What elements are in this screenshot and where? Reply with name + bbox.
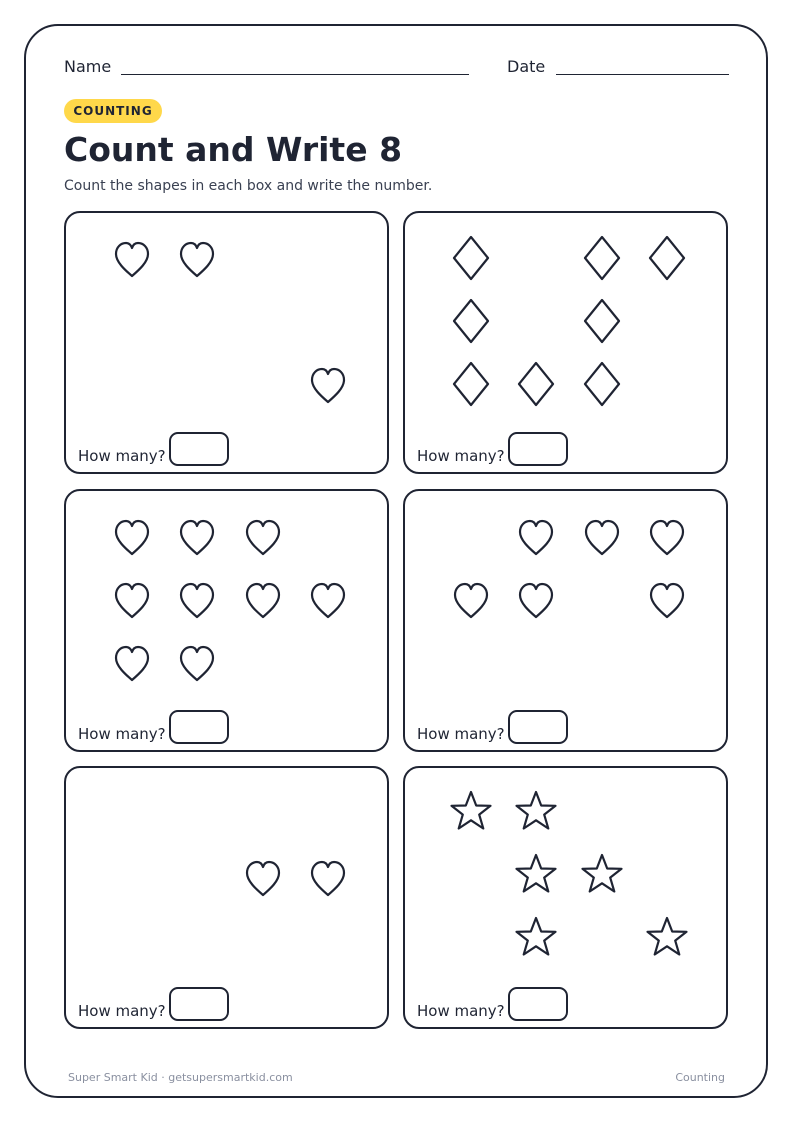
diamond-icon <box>454 363 488 405</box>
answer-box-3[interactable] <box>169 710 229 744</box>
diamond-icon <box>454 237 488 279</box>
star-icon <box>583 855 622 892</box>
diamond-icon <box>585 237 619 279</box>
how-many-label: How many? <box>417 1002 505 1020</box>
star-icon <box>517 855 556 892</box>
diamond-icon <box>650 237 684 279</box>
heart-icon <box>312 584 344 617</box>
star-icon <box>517 918 556 955</box>
heart-icon <box>651 584 683 617</box>
heart-icon <box>116 647 148 680</box>
heart-icon <box>247 862 279 895</box>
how-many-label: How many? <box>78 725 166 743</box>
category-badge: COUNTING <box>64 99 162 123</box>
heart-icon <box>181 243 213 276</box>
how-many-label: How many? <box>78 1002 166 1020</box>
answer-box-2[interactable] <box>508 432 568 466</box>
heart-icon <box>181 647 213 680</box>
heart-icon <box>312 369 344 402</box>
footer-category: Counting <box>675 1071 725 1084</box>
how-many-label: How many? <box>417 725 505 743</box>
how-many-label: How many? <box>417 447 505 465</box>
heart-icon <box>455 584 487 617</box>
diamond-icon <box>585 300 619 342</box>
answer-box-4[interactable] <box>508 710 568 744</box>
answer-box-5[interactable] <box>169 987 229 1021</box>
instructions: Count the shapes in each box and write the number. <box>64 178 433 194</box>
heart-icon <box>651 521 683 554</box>
heart-icon <box>116 243 148 276</box>
heart-icon <box>312 862 344 895</box>
diamond-icon <box>454 300 488 342</box>
count-box-2 <box>403 211 728 474</box>
heart-icon <box>520 584 552 617</box>
answer-box-6[interactable] <box>508 987 568 1021</box>
star-icon <box>648 918 687 955</box>
date-label: Date <box>507 57 546 76</box>
diamond-icon <box>585 363 619 405</box>
date-line[interactable] <box>556 74 729 75</box>
count-box-3 <box>64 489 389 752</box>
count-box-1 <box>64 211 389 474</box>
heart-icon <box>181 521 213 554</box>
star-icon <box>517 792 556 829</box>
how-many-label: How many? <box>78 447 166 465</box>
shape-area <box>405 213 730 476</box>
count-box-4 <box>403 489 728 752</box>
heart-icon <box>116 521 148 554</box>
heart-icon <box>586 521 618 554</box>
footer-brand: Super Smart Kid · getsupersmartkid.com <box>68 1071 293 1084</box>
shape-area <box>66 213 391 476</box>
shape-area <box>66 768 391 1031</box>
name-line[interactable] <box>121 74 469 75</box>
shape-area <box>405 768 730 1031</box>
page-title: Count and Write 8 <box>64 130 403 169</box>
star-icon <box>452 792 491 829</box>
heart-icon <box>520 521 552 554</box>
diamond-icon <box>519 363 553 405</box>
heart-icon <box>247 584 279 617</box>
answer-box-1[interactable] <box>169 432 229 466</box>
name-label: Name <box>64 57 112 76</box>
shape-area <box>66 491 391 754</box>
count-box-6 <box>403 766 728 1029</box>
shape-area <box>405 491 730 754</box>
heart-icon <box>247 521 279 554</box>
heart-icon <box>116 584 148 617</box>
count-box-5 <box>64 766 389 1029</box>
heart-icon <box>181 584 213 617</box>
